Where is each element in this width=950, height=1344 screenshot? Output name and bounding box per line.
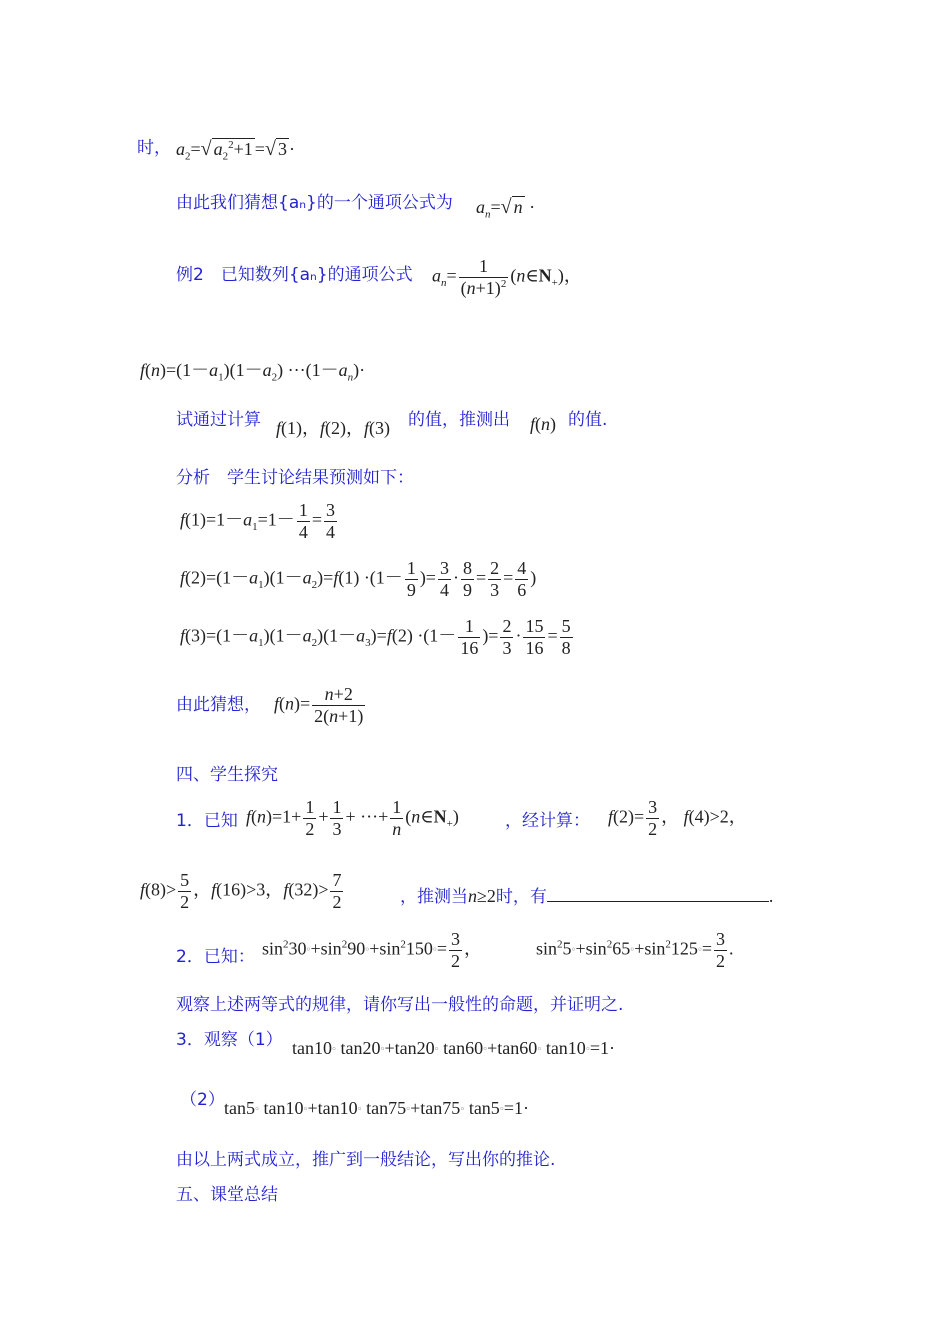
q3-eq2: tan5° tan10°+tan10° tan75°+tan75° tan5°=1· — [224, 1098, 529, 1118]
guess2-text: 由此猜想， — [176, 695, 261, 715]
formula-a2: $a_2=√$ $a_2^2+1$ =√ 3 · — [176, 138, 295, 163]
q3-eq1: tan10° tan20°+tan20° tan60°+tan60° tan10°=1· — [292, 1038, 615, 1058]
fn-definition: $f(n)=(1-a_1)(1-a_2) \cdot\cdot\cdot(1-a_n)\cdot$ — [140, 360, 366, 384]
f1-formula: $f(1)=1-a_1=1-$ $\frac{1}{4}$ = $\frac{3}{4}$ — [180, 500, 335, 542]
section-4-heading: 四、学生探究 — [176, 765, 278, 785]
q1-values-2: f(8)> $\frac{5}{2}$ ，f(16)>3，f(32)> $\frac{7}{2}$ — [140, 870, 342, 912]
q2-label: 2．已知： — [176, 947, 255, 967]
try-fn: f(n) — [530, 414, 557, 434]
conclusion-text: 由以上两式成立，推广到一般结论，写出你的推论. — [176, 1150, 556, 1170]
guess-text: 由此我们猜想{aₙ}的一个通项公式为 — [176, 193, 453, 213]
try-text-2: 的值，推测出 — [408, 410, 510, 430]
q1-label: 1．已知 — [176, 811, 238, 831]
q1-text: ，经计算： — [505, 811, 590, 831]
answer-blank[interactable] — [547, 885, 769, 902]
q2-text: 观察上述两等式的规律，请你写出一般性的命题，并证明之. — [176, 995, 624, 1015]
q3-label: 3．观察（1） — [176, 1030, 283, 1050]
fn-guess-formula: f(n)= $\frac{n+2}{2(n+1)}$ — [274, 684, 364, 726]
q2-eq1: $\sin^230^\circ+\sin^290^\circ+\sin^2150^\circ=$ $\frac{3}{2}$ ， — [262, 929, 483, 971]
f3-formula: $f(3)=(1-a_1)(1-a_2)(1-a_3)=f(2) \cdot(1-$ $\frac{1}{16}$ )= $\frac{2}{3}$ · $\frac{15}{16}$ = $\frac{5}{8}$ — [180, 616, 571, 658]
q1-values: f(2)= $\frac{3}{2}$ ， f(4)>2， — [608, 797, 747, 839]
guess-formula: $a_n=√$ n · — [476, 196, 536, 221]
q1-cont: ，推测当n≥2时，有 . — [400, 886, 774, 907]
q2-eq2: $\sin^25^\circ+\sin^265^\circ+\sin^2125^\circ=$ $\frac{3}{2}$ . — [536, 929, 734, 971]
analysis-text: 分析 学生讨论结果预测如下： — [176, 468, 414, 488]
text-shi: 时， — [137, 138, 171, 158]
q1-formula: f(n)=1+ $\frac{1}{2}$ + $\frac{1}{3}$ + ···+ $\frac{1}{n}$ $(n\in N_+)$ — [246, 797, 459, 839]
q3-2-label: （2） — [180, 1090, 225, 1110]
try-text: 试通过计算 — [176, 410, 261, 430]
try-text-3: 的值. — [568, 410, 608, 430]
ex2-label: 例2 已知数列{aₙ}的通项公式 — [176, 265, 413, 285]
q1-cont-text: ，推测当 — [400, 887, 468, 907]
try-formula: f(1)，f(2)，f(3) — [276, 418, 391, 438]
f2-formula: $f(2)=(1-a_1)(1-a_2)=f(1) \cdot(1-$ $\frac{1}{9}$ )= $\frac{3}{4}$ · $\frac{8}{9}$ = $\frac{2}{3}$ = $\frac{4}{6}$ ) — [180, 558, 537, 600]
section-5-heading: 五、课堂总结 — [176, 1185, 278, 1205]
ex2-formula: $a_n=$ $\frac{1}{(n+1)^2}$ $(n\in N_+)$， — [432, 256, 582, 298]
q1-cont-text2: 时，有 — [495, 887, 547, 907]
